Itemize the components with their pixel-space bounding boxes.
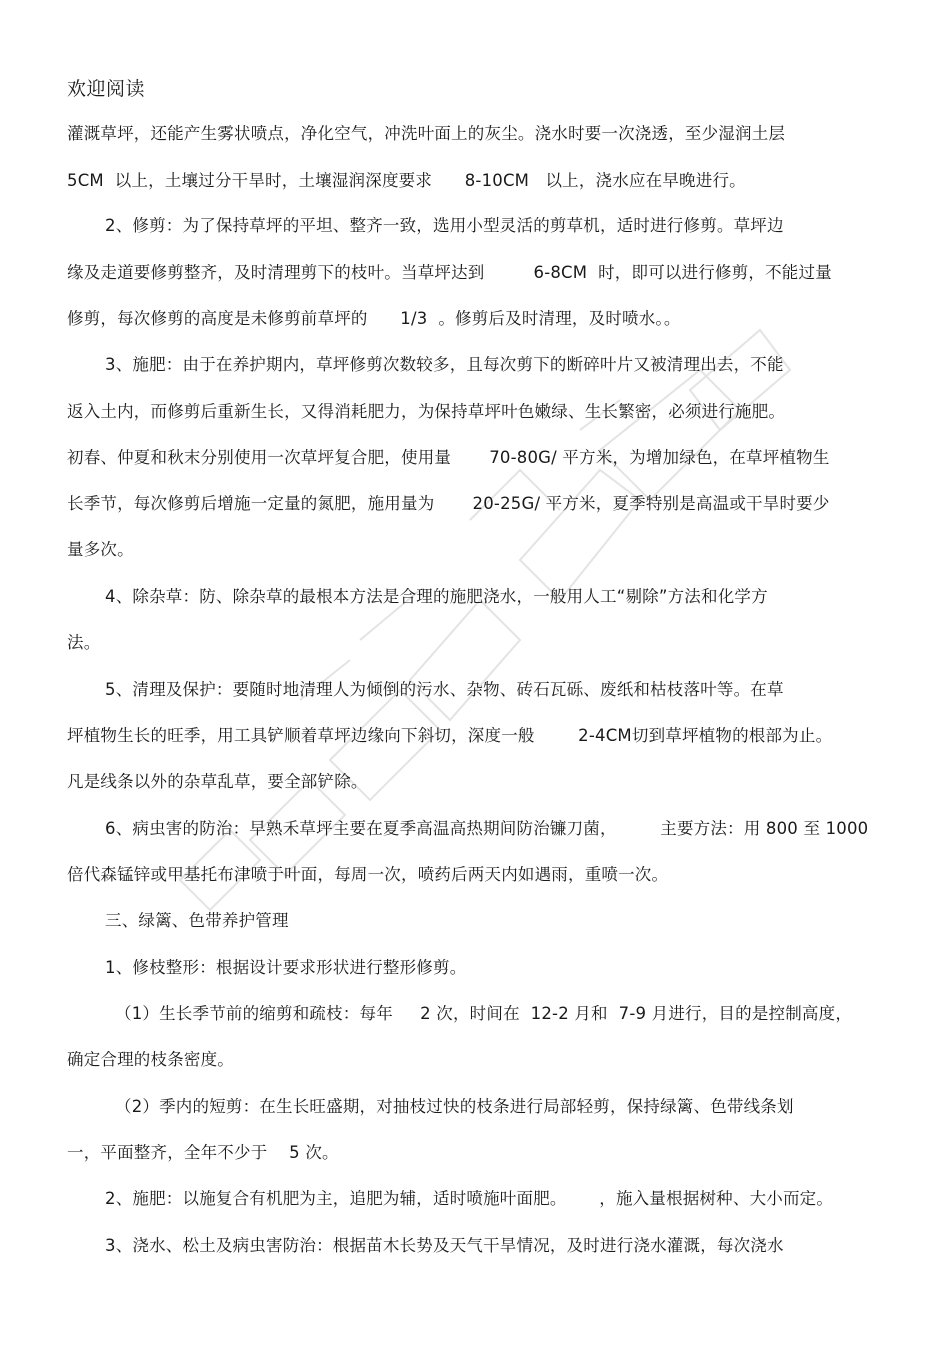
paragraph-line: 5CM 以上，土壤过分干旱时，土壤湿润深度要求 8-10CM 以上，浇水应在早晚进行。: [67, 171, 746, 190]
paragraph-line: 4、除杂草：防、除杂草的最根本方法是合理的施肥浇水，一般用人工“剔除”方法和化学方: [105, 587, 768, 606]
paragraph-line: 长季节，每次修剪后增施一定量的氮肥，施用量为 20-25G/ 平方米，夏季特别是高温或干旱时要少: [67, 494, 830, 513]
paragraph-line: 确定合理的枝条密度。: [67, 1050, 234, 1069]
paragraph-line: 初春、仲夏和秋末分别使用一次草坪复合肥，使用量 70-80G/ 平方米，为增加绿色，在草坪植物生: [67, 448, 830, 467]
paragraph-line: 量多次。: [67, 540, 134, 559]
paragraph-line: 3、浇水、松土及病虫害防治：根据苗木长势及天气干旱情况，及时进行浇水灌溉，每次浇水: [105, 1236, 784, 1255]
paragraph-line: 2、修剪：为了保持草坪的平坦、整齐一致，选用小型灵活的剪草机，适时进行修剪。草坪边: [105, 216, 784, 235]
paragraph-line: 2、施肥：以施复合有机肥为主，追肥为辅，适时喷施叶面肥。 ，施入量根据树种、大小而定。: [105, 1189, 834, 1208]
paragraph-line: 修剪，每次修剪的高度是未修剪前草坪的 1/3 。修剪后及时清理，及时喷水。。: [67, 309, 681, 328]
paragraph-line: 倍代森锰锌或甲基托布津喷于叶面，每周一次，喷药后两天内如遇雨，重喷一次。: [67, 865, 669, 884]
page-header: 欢迎阅读: [67, 78, 146, 100]
section-heading: 三、绿篱、色带养护管理: [105, 911, 289, 930]
paragraph-line: （1）生长季节前的缩剪和疏枝：每年 2 次，时间在 12-2 月和 7-9 月进行，目的是控制高度，: [115, 1004, 853, 1023]
paragraph-line: 返入土内，而修剪后重新生长，又得消耗肥力，为保持草坪叶色嫩绿、生长繁密，必须进行施肥。: [67, 402, 786, 421]
paragraph-line: （2）季内的短剪：在生长旺盛期，对抽枝过快的枝条进行局部轻剪，保持绿篱、色带线条划: [115, 1097, 794, 1116]
paragraph-line: 坪植物生长的旺季，用工具铲顺着草坪边缘向下斜切，深度一般 2-4CM切到草坪植物的根部为止。: [67, 726, 833, 745]
paragraph-line: 5、清理及保护：要随时地清理人为倾倒的污水、杂物、砖石瓦砾、废纸和枯枝落叶等。在草: [105, 680, 784, 699]
paragraph-line: 6、病虫害的防治：早熟禾草坪主要在夏季高温高热期间防治镰刀菌， 主要方法：用 800 至 1000: [105, 819, 869, 838]
paragraph-line: 凡是线条以外的杂草乱草，要全部铲除。: [67, 772, 368, 791]
paragraph-line: 3、施肥：由于在养护期内，草坪修剪次数较多，且每次剪下的断碎叶片又被清理出去，不能: [105, 355, 784, 374]
paragraph-line: 灌溉草坪，还能产生雾状喷点，净化空气，冲洗叶面上的灰尘。浇水时要一次浇透，至少湿润土层: [67, 124, 786, 143]
paragraph-line: 缘及走道要修剪整齐，及时清理剪下的枝叶。当草坪达到 6-8CM 时，即可以进行修剪，不能过量: [67, 263, 832, 282]
paragraph-line: 法。: [67, 633, 101, 652]
paragraph-line: 一，平面整齐，全年不少于 5 次。: [67, 1143, 339, 1162]
paragraph-line: 1、修枝整形：根据设计要求形状进行整形修剪。: [105, 958, 467, 977]
